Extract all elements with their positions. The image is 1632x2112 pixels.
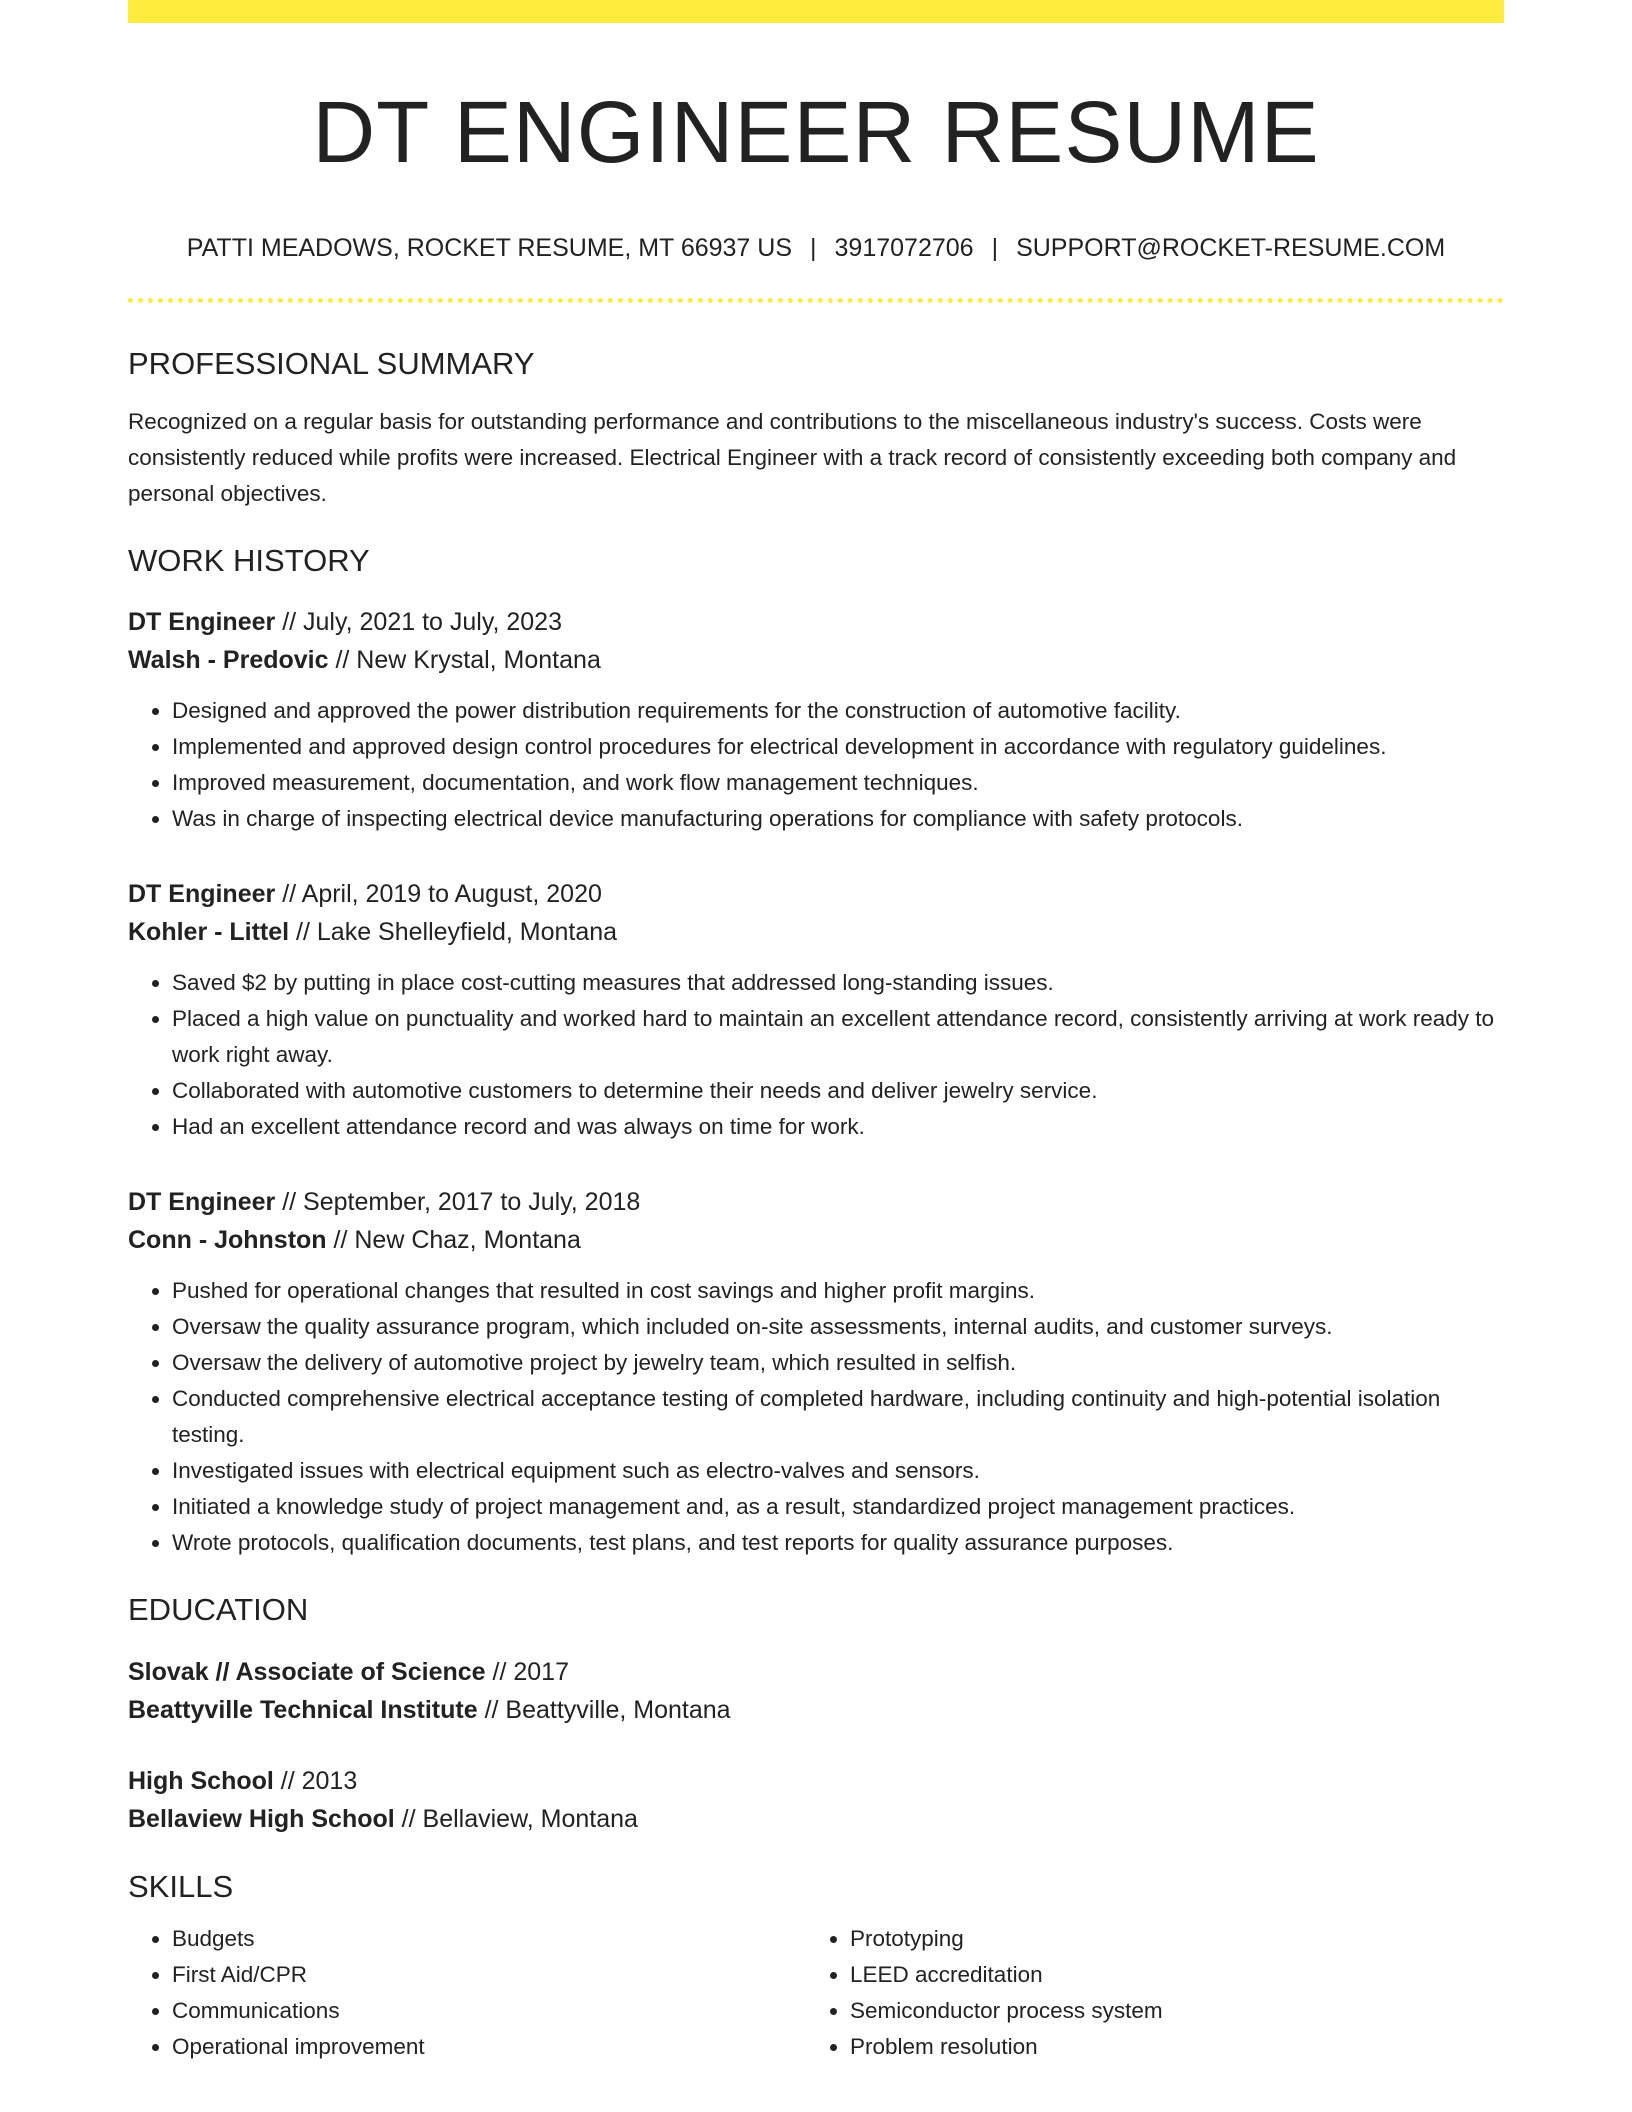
education-year: // 2013 [273,1766,358,1795]
job-company: Kohler - Littel [128,918,290,947]
contact-separator: | [810,234,817,263]
job-company: Walsh - Predovic [128,646,329,675]
skill-item: • Problem resolution [850,2029,1484,2065]
education-entry [128,1762,1504,1838]
work-history-heading: WORK HISTORY [128,543,370,579]
contact-phone: 3917072706 [834,234,974,263]
education-school: Bellaview High School [128,1804,395,1833]
skill-item: • First Aid/CPR [172,1957,806,1993]
skill-item: • Prototyping [850,1921,1484,1957]
education-location: // Bellaview, Montana [394,1804,638,1833]
skill-item: • Semiconductor process system [850,1993,1484,2029]
education-degree-line [128,1653,1504,1691]
education-heading: EDUCATION [128,1592,309,1628]
contact-email: SUPPORT@ROCKET-RESUME.COM [1016,234,1446,263]
education-location: // Beattyville, Montana [477,1695,731,1724]
contact-address: PATTI MEADOWS, ROCKET RESUME, MT 66937 US [186,234,793,263]
job-bullet: • Initiated a knowledge study of project management and, as a result, standardized project management practices. [172,1489,1504,1525]
job-title: DT Engineer [128,880,276,909]
job-bullet: • Had an excellent attendance record and was always on time for work. [172,1109,1504,1145]
job-bullet: • Saved $2 by putting in place cost-cutting measures that addressed long-standing issues. [172,965,1504,1001]
skills-heading: SKILLS [128,1868,234,1904]
resume-title: DT ENGINEER RESUME [312,84,1320,181]
job-entry [128,1183,1504,1561]
job-company: Conn - Johnston [128,1226,327,1255]
summary-heading: PROFESSIONAL SUMMARY [128,346,535,382]
job-dates: // September, 2017 to July, 2018 [275,1188,641,1217]
job-bullets [128,1273,1504,1561]
job-title-line [128,603,1504,641]
job-bullet: • Oversaw the quality assurance program, which included on-site assessments, internal audits, and customer surveys. [172,1309,1504,1345]
job-bullet: • Collaborated with automotive customers to determine their needs and deliver jewelry service. [172,1073,1504,1109]
job-bullet: • Wrote protocols, qualification documents, test plans, and test reports for quality assurance purposes. [172,1525,1504,1561]
summary-text: Recognized on a regular basis for outstanding performance and contributions to the miscellaneous industry's success. Costs were consistently reduced while profits were increased. Electrical Engineer with a track record of consistently exceeding both company and personal objectives. [128,409,1457,507]
contact-line [128,231,1504,266]
top-accent-bar [128,0,1504,23]
skill-item: • Communications [172,1993,806,2029]
job-entry [128,875,1504,1145]
education-degree: High School [128,1766,274,1795]
education-degree-line [128,1762,1504,1800]
education-school-line [128,1800,1504,1838]
job-company-line [128,1221,1504,1259]
job-bullets [128,693,1504,837]
job-entry [128,603,1504,837]
education-school-line [128,1691,1504,1729]
resume-page [128,0,1504,2065]
education-school: Beattyville Technical Institute [128,1695,478,1724]
job-title-line [128,875,1504,913]
job-bullet: • Designed and approved the power distribution requirements for the construction of automotive facility. [172,693,1504,729]
job-title: DT Engineer [128,608,276,637]
job-bullet: • Pushed for operational changes that resulted in cost savings and higher profit margins. [172,1273,1504,1309]
job-bullet: • Implemented and approved design control procedures for electrical development in accordance with regulatory guidelines. [172,729,1504,765]
job-title: DT Engineer [128,1188,276,1217]
job-company-line [128,641,1504,679]
skills-list-right [806,1921,1484,2065]
job-title-line [128,1183,1504,1221]
job-bullet: • Was in charge of inspecting electrical device manufacturing operations for compliance with safety protocols. [172,801,1504,837]
skill-item: • LEED accreditation [850,1957,1484,1993]
job-bullets [128,965,1504,1145]
education-entry [128,1653,1504,1729]
job-bullet: • Oversaw the delivery of automotive project by jewelry team, which resulted in selfish. [172,1345,1504,1381]
skill-item: • Operational improvement [172,2029,806,2065]
job-bullet: • Improved measurement, documentation, and work flow management techniques. [172,765,1504,801]
job-location: // Lake Shelleyfield, Montana [289,918,618,947]
dotted-divider [128,298,1504,303]
education-year: // 2017 [485,1657,569,1686]
job-company-line [128,913,1504,951]
job-location: // New Krystal, Montana [328,646,601,675]
skills-list-left [128,1921,806,2065]
job-dates: // April, 2019 to August, 2020 [275,880,602,909]
contact-separator: | [991,234,999,263]
job-bullet: • Conducted comprehensive electrical acceptance testing of completed hardware, including continuity and high-potential isolation testing. [172,1381,1504,1453]
job-bullet: • Placed a high value on punctuality and worked hard to maintain an excellent attendance record, consistently arriving at work ready to work right away. [172,1001,1504,1073]
job-location: // New Chaz, Montana [326,1226,581,1255]
skill-item: • Budgets [172,1921,806,1957]
job-dates: // July, 2021 to July, 2023 [275,608,562,637]
job-bullet: • Investigated issues with electrical equipment such as electro-valves and sensors. [172,1453,1504,1489]
skills-columns [128,1921,1504,2065]
education-degree: Slovak // Associate of Science [128,1657,486,1686]
